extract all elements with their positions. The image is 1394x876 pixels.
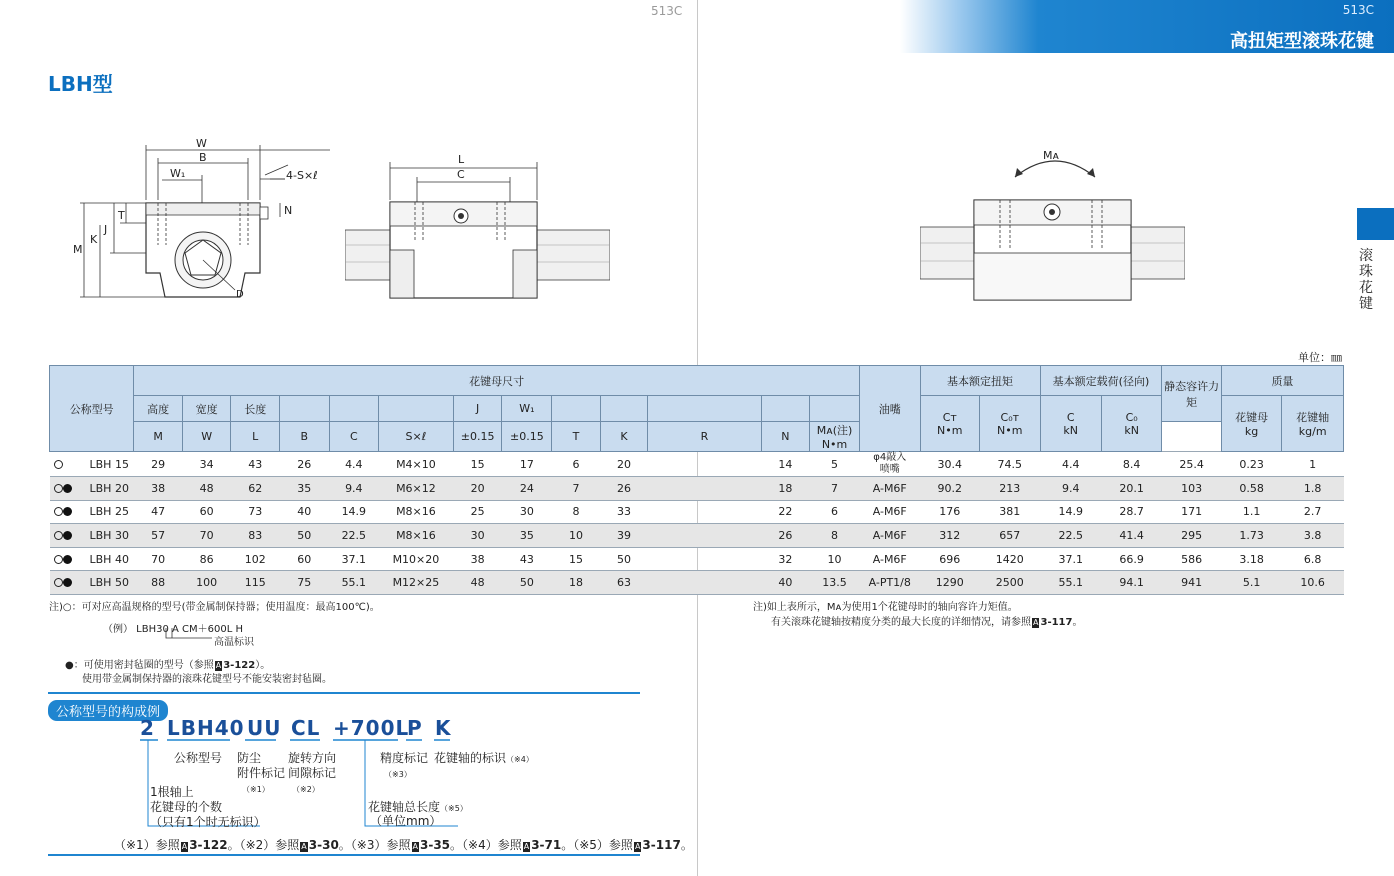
- cell-oil: A-M6F: [859, 524, 920, 548]
- note-1: 注)○：可对应高温规格的型号(带金属制保持器；使用温度：最高100℃)。: [49, 602, 380, 613]
- cell-ma: 171: [1162, 500, 1221, 524]
- cell-empty: [648, 547, 761, 571]
- cell-c0t: 74.5: [980, 452, 1041, 477]
- cell-j: 38: [453, 547, 502, 571]
- cell-w: 100: [182, 571, 231, 595]
- cell-c0: 94.1: [1101, 571, 1161, 595]
- cell-w: 86: [182, 547, 231, 571]
- cell-ma: 103: [1162, 477, 1221, 501]
- cell-empty: [648, 452, 761, 477]
- th-static: 静态容许力矩: [1162, 366, 1221, 422]
- dim-M: M: [73, 243, 83, 256]
- model-name: LBH 15: [89, 457, 129, 471]
- example-section-rule: [48, 692, 640, 694]
- cell-oil: A-M6F: [859, 500, 920, 524]
- cell-b: 75: [280, 571, 329, 595]
- cell-l: 102: [231, 547, 280, 571]
- th-mass-shaft: 花键轴 kg/m: [1282, 396, 1344, 452]
- th-CT: Cᴛ N•m: [920, 396, 980, 452]
- cell-r: 26: [761, 524, 809, 548]
- th-oil: 油嘴: [859, 366, 920, 452]
- cell-l: 62: [231, 477, 280, 501]
- cell-c: 4.4: [329, 452, 379, 477]
- th-load: 基本额定载荷(径向): [1040, 366, 1162, 396]
- cell-oil: A-M6F: [859, 547, 920, 571]
- model-name: LBH 40: [89, 552, 129, 566]
- note-1-example-label: 高温标识: [214, 637, 254, 648]
- th-J-tol: ±0.15: [453, 422, 502, 452]
- note-1-example: （例） LBH30 A CM＋600L H: [103, 624, 244, 635]
- model-name: LBH 50: [89, 576, 129, 590]
- dim-D: D: [236, 289, 244, 300]
- th-model: 公称型号: [50, 366, 134, 452]
- label-nut-count: 1根轴上 花键母的个数 （只有1个时无标识）: [150, 785, 266, 829]
- cell-k: 26: [600, 477, 648, 501]
- th-C0: C₀ kN: [1101, 396, 1161, 452]
- th-T: T: [552, 422, 600, 452]
- cell-shaft: 10.6: [1282, 571, 1344, 595]
- code-model: LBH40: [167, 716, 245, 740]
- dim-W: W: [196, 137, 207, 150]
- model-name: LBH 20: [89, 481, 129, 495]
- cell-c: 4.4: [1040, 452, 1101, 477]
- cell-c: 37.1: [329, 547, 379, 571]
- cell-ma: 25.4: [1162, 452, 1221, 477]
- th-C-col: C: [329, 422, 379, 452]
- cell-j: 15: [453, 452, 502, 477]
- cell-w: 60: [182, 500, 231, 524]
- cell-c: 22.5: [1040, 524, 1101, 548]
- cell-k: 50: [600, 547, 648, 571]
- side-view-drawing: [345, 150, 610, 305]
- cell-w1: 35: [502, 524, 552, 548]
- cell-ma: 295: [1162, 524, 1221, 548]
- cell-w: 48: [182, 477, 231, 501]
- cell-n: 8: [810, 524, 860, 548]
- th-width: 宽度: [182, 396, 231, 422]
- filled-circle-icon: [63, 484, 72, 493]
- cell-w1: 50: [502, 571, 552, 595]
- cell-j: 25: [453, 500, 502, 524]
- cell-c0: 8.4: [1101, 452, 1161, 477]
- cell-k: 33: [600, 500, 648, 524]
- cell-n: 6: [810, 500, 860, 524]
- cell-b: 50: [280, 524, 329, 548]
- cell-r: 14: [761, 452, 809, 477]
- cell-m: 47: [134, 500, 182, 524]
- open-circle-icon: [54, 578, 63, 587]
- cell-shaft: 3.8: [1282, 524, 1344, 548]
- cell-c0: 66.9: [1101, 547, 1161, 571]
- cell-shaft: 1: [1282, 452, 1344, 477]
- cell-j: 30: [453, 524, 502, 548]
- cell-empty: [648, 500, 761, 524]
- section-tab: [1357, 208, 1394, 240]
- cell-c: 55.1: [1040, 571, 1101, 595]
- open-circle-icon: [54, 484, 63, 493]
- th-R: R: [648, 422, 761, 452]
- cell-ma: 586: [1162, 547, 1221, 571]
- open-circle-icon: [54, 531, 63, 540]
- dim-W1: W₁: [170, 167, 186, 180]
- cell-l: 73: [231, 500, 280, 524]
- cell-c: 9.4: [329, 477, 379, 501]
- cell-ct: 30.4: [920, 452, 980, 477]
- cell-c0t: 381: [980, 500, 1041, 524]
- code-shaft-mark: K: [435, 716, 452, 740]
- cell-shaft: 1.8: [1282, 477, 1344, 501]
- cell-w: 70: [182, 524, 231, 548]
- th-height: 高度: [134, 396, 182, 422]
- cell-t: 8: [552, 500, 600, 524]
- cell-model: [50, 477, 134, 501]
- cell-nut: 5.1: [1221, 571, 1281, 595]
- cell-nut: 0.23: [1221, 452, 1281, 477]
- cell-c0t: 1420: [980, 547, 1041, 571]
- filled-circle-icon: [63, 555, 72, 564]
- header-title: 高扭矩型滚珠花键: [1230, 31, 1374, 52]
- th-L: L: [231, 422, 280, 452]
- cell-c: 22.5: [329, 524, 379, 548]
- dim-holes: 4-S×ℓ: [286, 169, 318, 182]
- note-3: 使用带金属制保持器的滚珠花键型号不能安装密封毡圈。: [82, 674, 332, 685]
- cell-empty: [648, 524, 761, 548]
- cell-model: [50, 524, 134, 548]
- cell-m: 70: [134, 547, 182, 571]
- label-precision: 精度标记: [380, 751, 429, 765]
- cell-c0: 20.1: [1101, 477, 1161, 501]
- cell-t: 7: [552, 477, 600, 501]
- th-length: 长度: [231, 396, 280, 422]
- cell-w: 34: [182, 452, 231, 477]
- th-MA: Mᴀ(注) N•m: [810, 422, 860, 452]
- filled-circle-icon: [63, 507, 72, 516]
- cell-empty: [648, 571, 761, 595]
- cell-s: M8×16: [379, 524, 454, 548]
- code-dust: UU: [247, 716, 282, 740]
- code-count: 2: [140, 716, 155, 740]
- spec-table: [49, 365, 1344, 595]
- cell-nut: 1.73: [1221, 524, 1281, 548]
- th-W1: W₁: [502, 396, 552, 422]
- cell-c0t: 657: [980, 524, 1041, 548]
- th-mass-nut: 花键母 kg: [1221, 396, 1281, 452]
- cell-ct: 90.2: [920, 477, 980, 501]
- th-S: S×ℓ: [379, 422, 454, 452]
- model-name: LBH 30: [89, 528, 129, 542]
- cell-n: 13.5: [810, 571, 860, 595]
- filled-circle-icon: [63, 531, 72, 540]
- cell-ct: 696: [920, 547, 980, 571]
- cell-s: M8×16: [379, 500, 454, 524]
- cell-m: 38: [134, 477, 182, 501]
- cell-c0t: 2500: [980, 571, 1041, 595]
- dim-B: B: [199, 151, 207, 164]
- cell-j: 48: [453, 571, 502, 595]
- code-precision: P: [407, 716, 423, 740]
- dim-T: T: [118, 209, 125, 222]
- label-dust: 防尘 附件标记: [237, 751, 286, 780]
- example-title: 公称型号的构成例: [48, 700, 168, 721]
- cell-shaft: 6.8: [1282, 547, 1344, 571]
- label-shaft-length: 花键轴总长度（※5）: [368, 800, 468, 814]
- table-row: [50, 500, 1344, 524]
- cell-s: M12×25: [379, 571, 454, 595]
- th-torque: 基本额定扭矩: [920, 366, 1040, 396]
- cell-b: 26: [280, 452, 329, 477]
- th-C: C kN: [1040, 396, 1101, 452]
- cell-c: 9.4: [1040, 477, 1101, 501]
- cell-b: 40: [280, 500, 329, 524]
- th-J: J: [453, 396, 502, 422]
- cell-n: 7: [810, 477, 860, 501]
- cell-shaft: 2.7: [1282, 500, 1344, 524]
- cell-r: 40: [761, 571, 809, 595]
- cell-m: 57: [134, 524, 182, 548]
- cell-j: 20: [453, 477, 502, 501]
- unit-label: 单位：㎜: [1298, 351, 1342, 364]
- cell-ma: 941: [1162, 571, 1221, 595]
- label-rotation-note: （※2）: [292, 785, 320, 794]
- cell-l: 43: [231, 452, 280, 477]
- moment-view-drawing: [920, 145, 1185, 305]
- cell-model: [50, 547, 134, 571]
- cell-c0: 41.4: [1101, 524, 1161, 548]
- cell-w1: 30: [502, 500, 552, 524]
- dim-J: J: [104, 223, 108, 236]
- cell-t: 15: [552, 547, 600, 571]
- open-circle-icon: [54, 460, 63, 469]
- th-mass: 质量: [1221, 366, 1343, 396]
- table-row: [50, 547, 1344, 571]
- table-row: [50, 477, 1344, 501]
- open-circle-icon: [54, 555, 63, 564]
- cell-c0: 28.7: [1101, 500, 1161, 524]
- label-model: 公称型号: [174, 751, 223, 765]
- cell-nut: 1.1: [1221, 500, 1281, 524]
- cell-ct: 176: [920, 500, 980, 524]
- cell-nut: 0.58: [1221, 477, 1281, 501]
- cell-b: 35: [280, 477, 329, 501]
- right-note-1: 注)如上表所示，Mᴀ为使用1个花键母时的轴向容许力矩值。: [753, 602, 1018, 613]
- model-name: LBH 25: [89, 505, 129, 519]
- left-page-number: 513C: [651, 4, 683, 18]
- dim-K: K: [90, 233, 98, 246]
- cell-k: 20: [600, 452, 648, 477]
- cell-k: 63: [600, 571, 648, 595]
- dim-N: N: [284, 204, 293, 217]
- cell-l: 83: [231, 524, 280, 548]
- dim-L: L: [458, 153, 465, 166]
- header-band: [900, 0, 1394, 53]
- cell-c: 37.1: [1040, 547, 1101, 571]
- label-shaft-mark: 花键轴的标识（※4）: [434, 751, 534, 765]
- cell-oil: A-PT1/8: [859, 571, 920, 595]
- cell-c0t: 213: [980, 477, 1041, 501]
- cell-w1: 17: [502, 452, 552, 477]
- cell-ct: 312: [920, 524, 980, 548]
- cell-m: 29: [134, 452, 182, 477]
- cell-t: 18: [552, 571, 600, 595]
- cell-c: 55.1: [329, 571, 379, 595]
- cell-empty: [648, 477, 761, 501]
- cell-k: 39: [600, 524, 648, 548]
- filled-circle-icon: [63, 578, 72, 587]
- cell-oil: φ4敲入 喷嘴: [859, 452, 920, 477]
- th-C0T: C₀ᴛ N•m: [980, 396, 1041, 452]
- cell-model: [50, 500, 134, 524]
- table-row: [50, 452, 1344, 477]
- cell-c: 14.9: [1040, 500, 1101, 524]
- cell-oil: A-M6F: [859, 477, 920, 501]
- cell-l: 115: [231, 571, 280, 595]
- cell-r: 22: [761, 500, 809, 524]
- label-shaft-length-unit: （单位mm）: [370, 814, 442, 828]
- th-M: M: [134, 422, 182, 452]
- cell-m: 88: [134, 571, 182, 595]
- label-dust-note: （※1）: [242, 785, 270, 794]
- th-B: B: [280, 422, 329, 452]
- moment-label: Mᴀ: [1043, 149, 1060, 162]
- cell-n: 10: [810, 547, 860, 571]
- code-rotation: CL: [291, 716, 321, 740]
- right-note-2: 有关滚珠花键轴按精度分类的最大长度的详细情况，请参照 A 3-117。: [771, 617, 1083, 628]
- label-precision-note: （※3）: [384, 770, 412, 779]
- cell-model: [50, 571, 134, 595]
- cell-r: 32: [761, 547, 809, 571]
- cell-r: 18: [761, 477, 809, 501]
- example-bracket: [164, 628, 214, 642]
- right-page-number: 513C: [1342, 3, 1374, 17]
- cell-model: [50, 452, 134, 477]
- th-W1-tol: ±0.15: [502, 422, 552, 452]
- cell-s: M10×20: [379, 547, 454, 571]
- note-2: ●：可使用密封毡圈的型号（参照 A 3-122）。: [65, 660, 271, 671]
- cell-s: M6×12: [379, 477, 454, 501]
- cell-t: 6: [552, 452, 600, 477]
- code-length: +700L: [333, 716, 410, 740]
- th-nut-dims: 花键母尺寸: [134, 366, 860, 396]
- cell-nut: 3.18: [1221, 547, 1281, 571]
- cell-w1: 43: [502, 547, 552, 571]
- front-view-drawing: [70, 135, 330, 305]
- th-K: K: [600, 422, 648, 452]
- th-W: W: [182, 422, 231, 452]
- open-circle-icon: [54, 507, 63, 516]
- th-N: N: [761, 422, 809, 452]
- table-row: [50, 571, 1344, 595]
- model-title: LBH型: [48, 72, 113, 96]
- table-row: [50, 524, 1344, 548]
- cell-b: 60: [280, 547, 329, 571]
- cell-c: 14.9: [329, 500, 379, 524]
- cell-s: M4×10: [379, 452, 454, 477]
- section-side-label: 滚珠花键: [1359, 248, 1373, 312]
- example-bottom-rule: [48, 854, 640, 856]
- cell-w1: 24: [502, 477, 552, 501]
- dim-C: C: [457, 168, 465, 181]
- cell-n: 5: [810, 452, 860, 477]
- cell-t: 10: [552, 524, 600, 548]
- cell-ct: 1290: [920, 571, 980, 595]
- footnote-references: （※1）参照 A 3-122。（※2）参照 A 3-30。（※3）参照 A 3-35。（※4）参照 A 3-71。（※5）参照 A 3-117。: [114, 838, 693, 852]
- label-rotation: 旋转方向 间隙标记: [288, 751, 337, 780]
